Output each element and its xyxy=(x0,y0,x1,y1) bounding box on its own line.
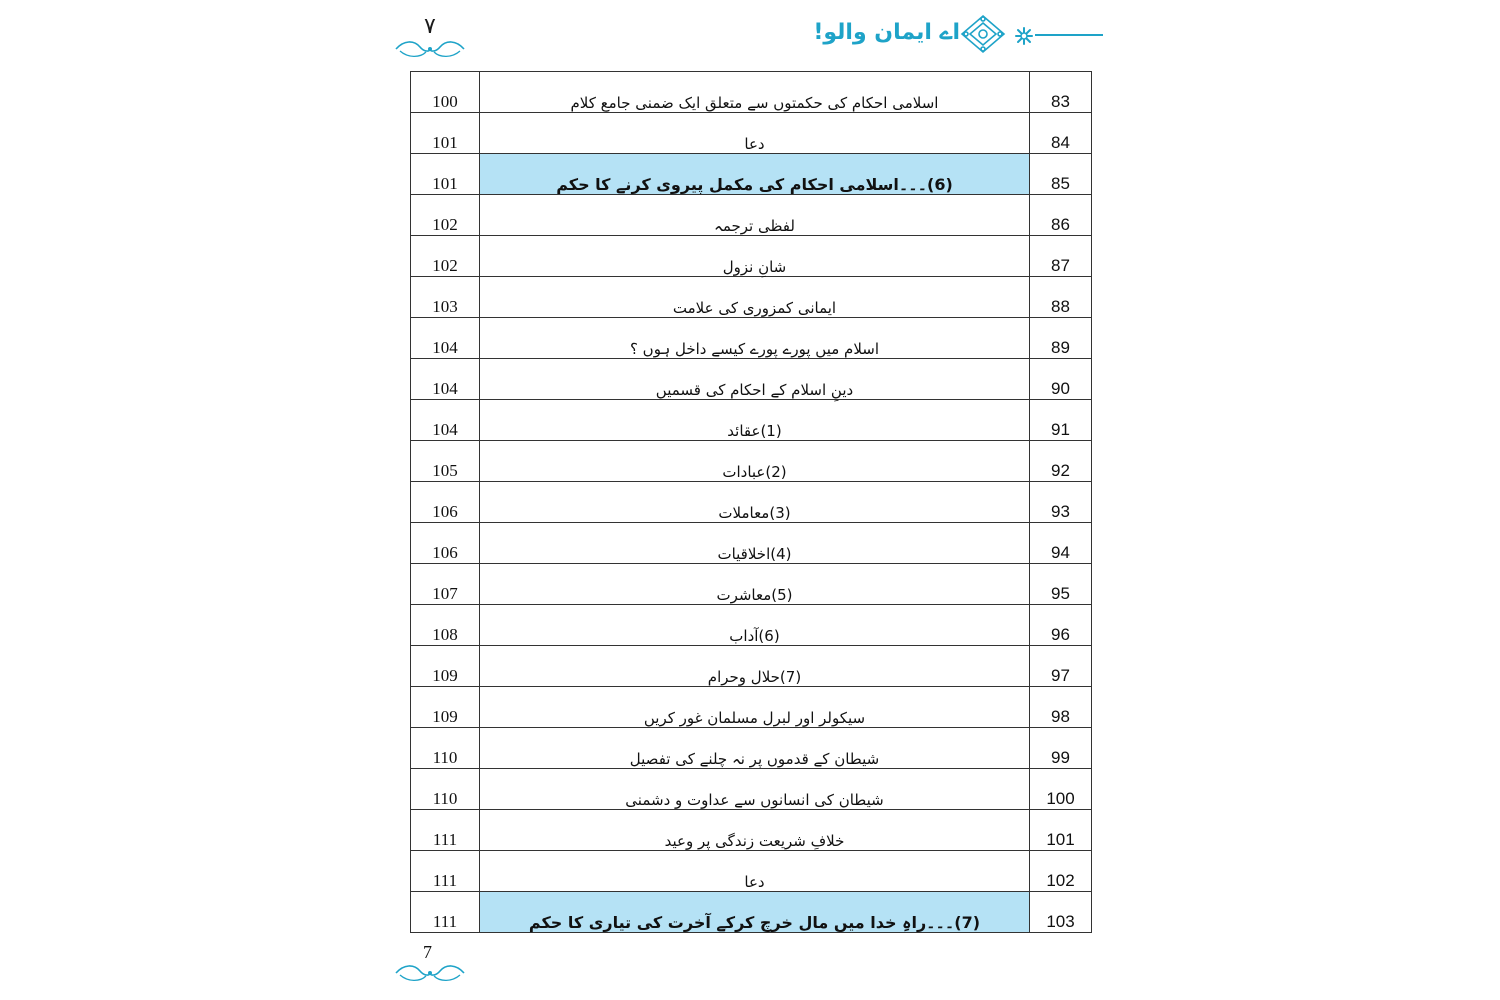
toc-page-number: 111 xyxy=(411,892,480,933)
toc-entry-title: خلافِ شریعت زندگی پر وعید xyxy=(480,810,1030,851)
header-page-number: ۷ xyxy=(424,14,436,39)
toc-serial-number: 102 xyxy=(1030,851,1092,892)
toc-page-number: 108 xyxy=(411,605,480,646)
toc-row xyxy=(411,72,1092,113)
toc-row xyxy=(411,810,1092,851)
toc-entry-title: شانِ نزول xyxy=(480,236,1030,277)
toc-serial-number: 98 xyxy=(1030,687,1092,728)
toc-entry-title: اسلامی احکام کی حکمتوں سے متعلق ایک ضمنی جامع کلام xyxy=(480,72,1030,113)
toc-serial-number: 103 xyxy=(1030,892,1092,933)
toc-entry-title: (7)۔۔۔راہِ خدا میں مال خرچ کرکے آخرت کی تیاری کا حکم xyxy=(480,892,1030,933)
toc-serial-number: 97 xyxy=(1030,646,1092,687)
toc-entry-title: دعا xyxy=(480,851,1030,892)
toc-row xyxy=(411,359,1092,400)
toc-serial-number: 83 xyxy=(1030,72,1092,113)
toc-page-number: 110 xyxy=(411,769,480,810)
toc-serial-number: 88 xyxy=(1030,277,1092,318)
toc-serial-number: 90 xyxy=(1030,359,1092,400)
toc-page-number: 107 xyxy=(411,564,480,605)
toc-entry-title: (6)۔۔۔اسلامی احکام کی مکمل پیروی کرنے کا حکم xyxy=(480,154,1030,195)
toc-entry-title: (1)عقائد xyxy=(480,400,1030,441)
toc-page-number: 105 xyxy=(411,441,480,482)
toc-row xyxy=(411,892,1092,933)
toc-row xyxy=(411,154,1092,195)
toc-page-number: 104 xyxy=(411,318,480,359)
toc-page-number: 106 xyxy=(411,523,480,564)
book-title: اے ایمان والو! xyxy=(813,20,960,45)
toc-page-number: 102 xyxy=(411,195,480,236)
toc-row xyxy=(411,687,1092,728)
toc-row xyxy=(411,236,1092,277)
toc-page-number: 106 xyxy=(411,482,480,523)
toc-entry-title: دعا xyxy=(480,113,1030,154)
toc-entry-title: (4)اخلاقیات xyxy=(480,523,1030,564)
toc-serial-number: 93 xyxy=(1030,482,1092,523)
toc-serial-number: 92 xyxy=(1030,441,1092,482)
diamond-ornament-icon xyxy=(958,14,1008,54)
toc-row xyxy=(411,441,1092,482)
toc-serial-number: 85 xyxy=(1030,154,1092,195)
toc-serial-number: 96 xyxy=(1030,605,1092,646)
toc-serial-number: 95 xyxy=(1030,564,1092,605)
toc-page-number: 101 xyxy=(411,113,480,154)
footer-page-number: 7 xyxy=(423,942,432,962)
toc-row xyxy=(411,851,1092,892)
toc-row xyxy=(411,482,1092,523)
toc-serial-number: 100 xyxy=(1030,769,1092,810)
toc-page-number: 101 xyxy=(411,154,480,195)
toc-entry-title: اسلام میں پورے پورے کیسے داخل ہوں ؟ xyxy=(480,318,1030,359)
toc-entry-title: (6)آداب xyxy=(480,605,1030,646)
toc-entry-title: (3)معاملات xyxy=(480,482,1030,523)
toc-page-number: 104 xyxy=(411,400,480,441)
toc-row xyxy=(411,318,1092,359)
toc-entry-title: لفظی ترجمہ xyxy=(480,195,1030,236)
toc-serial-number: 87 xyxy=(1030,236,1092,277)
toc-row xyxy=(411,195,1092,236)
toc-row xyxy=(411,605,1092,646)
toc-page-number: 111 xyxy=(411,851,480,892)
star-ornament-icon xyxy=(1013,26,1035,46)
toc-serial-number: 91 xyxy=(1030,400,1092,441)
toc-serial-number: 84 xyxy=(1030,113,1092,154)
toc-page-number: 104 xyxy=(411,359,480,400)
toc-entry-title: ایمانی کمزوری کی علامت xyxy=(480,277,1030,318)
toc-entry-title: (5)معاشرت xyxy=(480,564,1030,605)
flourish-ornament-icon xyxy=(394,962,466,984)
toc-page-number: 109 xyxy=(411,646,480,687)
flourish-ornament-icon xyxy=(394,38,466,60)
toc-row xyxy=(411,646,1092,687)
toc-entry-title: سیکولر اور لبرل مسلمان غور کریں xyxy=(480,687,1030,728)
toc-entry-title: شیطان کی انسانوں سے عداوت و دشمنی xyxy=(480,769,1030,810)
toc-page-number: 111 xyxy=(411,810,480,851)
toc-row xyxy=(411,523,1092,564)
toc-serial-number: 86 xyxy=(1030,195,1092,236)
toc-serial-number: 101 xyxy=(1030,810,1092,851)
toc-row xyxy=(411,400,1092,441)
toc-page-number: 102 xyxy=(411,236,480,277)
toc-entry-title: شیطان کے قدموں پر نہ چلنے کی تفصیل xyxy=(480,728,1030,769)
toc-row xyxy=(411,564,1092,605)
toc-entry-title: (2)عبادات xyxy=(480,441,1030,482)
toc-page-number: 110 xyxy=(411,728,480,769)
toc-page-number: 100 xyxy=(411,72,480,113)
toc-serial-number: 99 xyxy=(1030,728,1092,769)
toc-row xyxy=(411,277,1092,318)
toc-serial-number: 94 xyxy=(1030,523,1092,564)
toc-row xyxy=(411,113,1092,154)
toc-entry-title: دینِ اسلام کے احکام کی قسمیں xyxy=(480,359,1030,400)
toc-entry-title: (7)حلال وحرام xyxy=(480,646,1030,687)
header-rule xyxy=(1035,34,1103,36)
toc-page-number: 103 xyxy=(411,277,480,318)
toc-page-number: 109 xyxy=(411,687,480,728)
toc-row xyxy=(411,769,1092,810)
toc-row xyxy=(411,728,1092,769)
toc-serial-number: 89 xyxy=(1030,318,1092,359)
toc-table xyxy=(410,71,1092,933)
